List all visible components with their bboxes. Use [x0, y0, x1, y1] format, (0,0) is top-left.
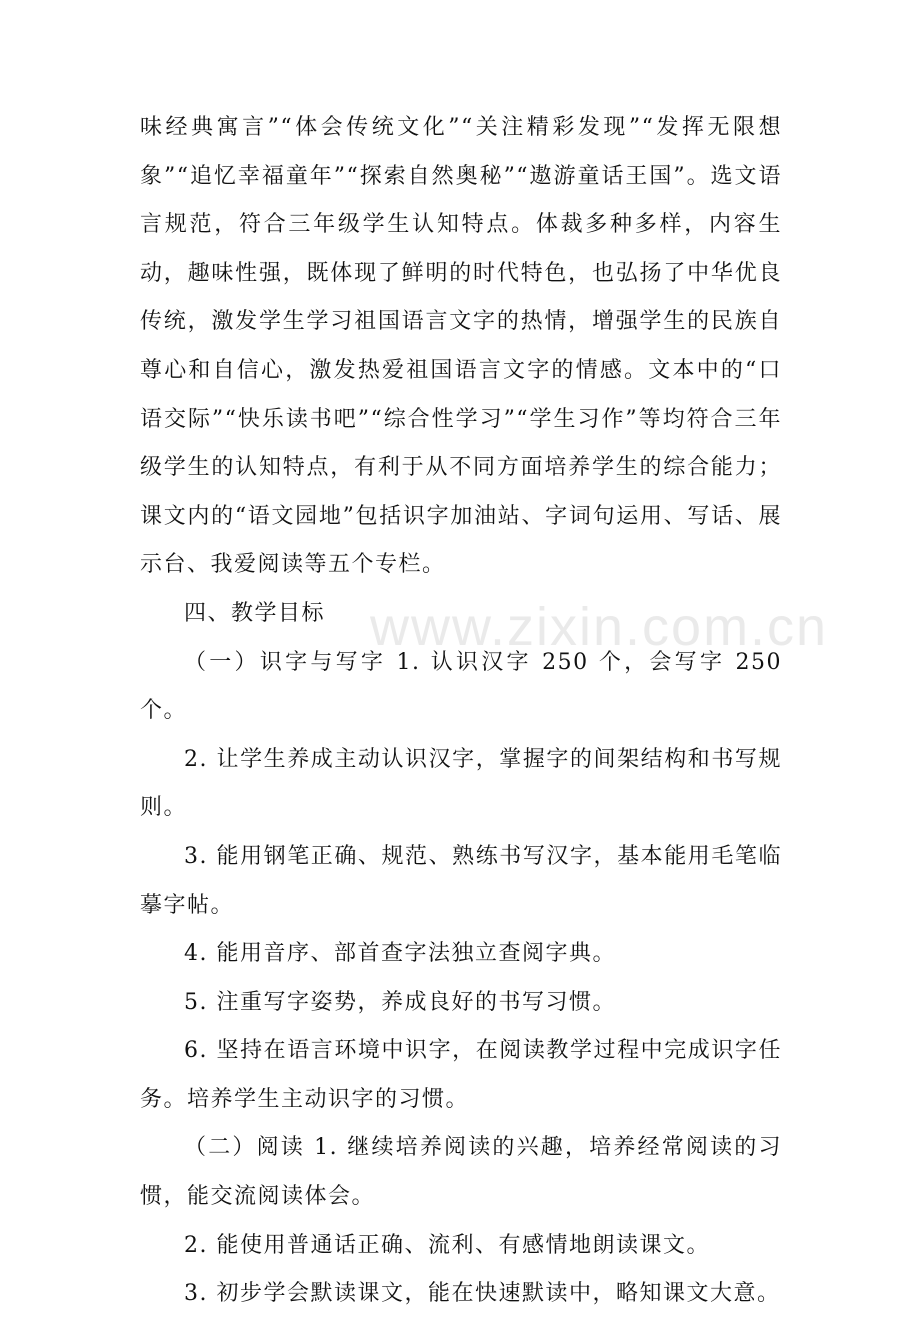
paragraph-reading-2: 2. 能使用普通话正确、流利、有感情地朗读课文。 [184, 1232, 710, 1258]
paragraph-literacy-4: 4. 能用音序、部首查字法独立查阅字典。 [184, 941, 616, 967]
watermark: www.zixin.com.cn [370, 597, 829, 657]
section-heading-teaching-goals: 四、教学目标 [184, 600, 326, 626]
paragraph-reading-1: （二）阅读 1. 继续培养阅读的兴趣，培养经常阅读的习惯，能交流阅读体会。 [140, 1135, 782, 1210]
paragraph-literacy-6: 6. 坚持在语言环境中识字，在阅读教学过程中完成识字任务。培养学生主动识字的习惯。 [140, 1038, 782, 1112]
paragraph-literacy-1: （一）识字与写字 1. 认识汉字 250 个，会写字 250 个。 [140, 649, 782, 724]
paragraph-overview: 味经典寓言”“体会传统文化”“关注精彩发现”“发挥无限想象”“追忆幸福童年”“探索自然奥秘”“遨游童话王国”。选文语言规范，符合三年级学生认知特点。体裁多种多样，内容生动，趣味性强，既体现了鲜明的时代特色，也弘扬了中华优良传统，激发学生学习祖国语言文字的热情，增强学生的民族自尊心和自信心，激发热爱祖国语言文字的情感。文本中的“口语交际”“快乐读书吧”“综合性学习”“学生习作”等均符合三年级学生的认知特点，有利于从不同方面培养学生的综合能力；课文内的“语文园地”包括识字加油站、字词句运用、写话、展示台、我爱阅读等五个专栏。 [140, 115, 782, 578]
paragraph-reading-3: 3. 初步学会默读课文，能在快速默读中，略知课文大意。 [184, 1281, 781, 1307]
paragraph-literacy-5: 5. 注重写字姿势，养成良好的书写习惯。 [184, 989, 616, 1015]
paragraph-literacy-3: 3. 能用钢笔正确、规范、熟练书写汉字，基本能用毛笔临摹字帖。 [140, 843, 782, 918]
document-body [140, 104, 782, 1319]
paragraph-literacy-2: 2. 让学生养成主动认识汉字，掌握字的间架结构和书写规则。 [140, 746, 782, 821]
